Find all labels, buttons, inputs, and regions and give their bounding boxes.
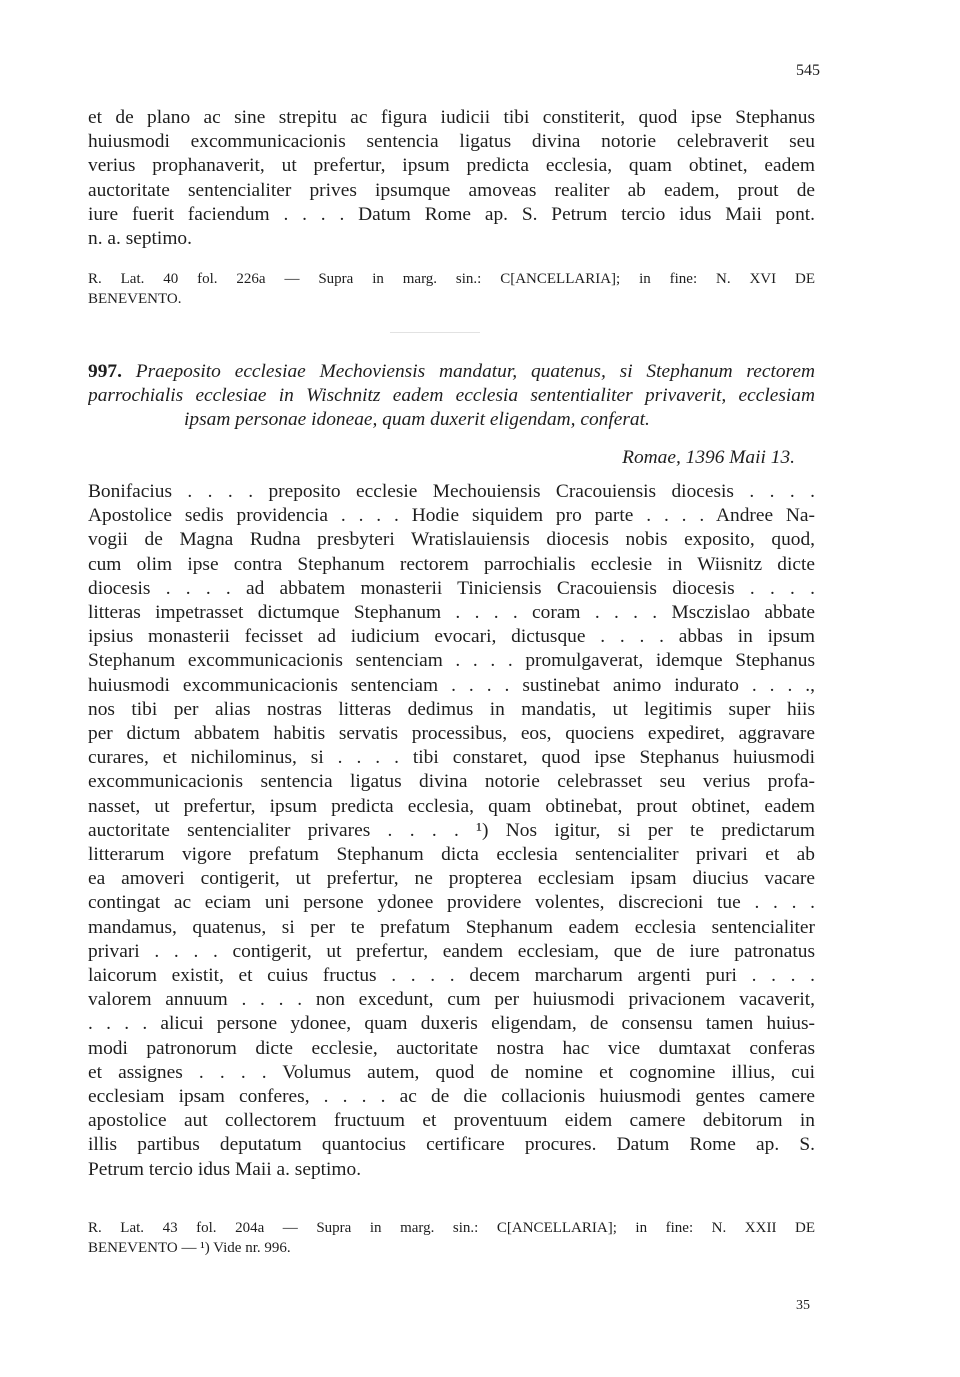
text-line: auctoritate sentencialiter prives ipsumque amoveas realiter ab eadem, prout de (88, 179, 815, 201)
text-line: n. a. septimo. (88, 228, 192, 250)
reference-line: BENEVENTO — ¹) Vide nr. 996. (88, 1240, 291, 1256)
entry-heading-line: parrochialis ecclesiae in Wischnitz eadem ecclesia sententialiter privaverit, ecclesiam (88, 385, 815, 406)
text-line: verius prophanaverit, ut prefertur, ipsum predicta ecclesia, quam obtinet, eadem (88, 155, 815, 177)
text-line: ipsius monasterii fecisset ad iudicium evocari, dictusque . . . . abbas in ipsum (88, 626, 815, 648)
text-line: valorem annuum . . . . non excedunt, cum per huiusmodi privacionem vacaverit, (88, 989, 815, 1011)
text-line: iure fuerit faciendum . . . . Datum Rome ap. S. Petrum tercio idus Maii pont. (88, 203, 815, 225)
text-line: diocesis . . . . ad abbatem monasterii Tiniciensis Cracouiensis diocesis . . . . (88, 577, 815, 599)
text-line: privari . . . . contigerit, ut prefertur, eandem ecclesiam, que de iure patronatus (88, 940, 815, 962)
text-line: laicorum existit, et cuius fructus . . . . decem marcharum argenti puri . . . . (88, 965, 815, 987)
page-number: 545 (796, 62, 820, 79)
text-line: ea amoveri contigerit, ut prefertur, ne propterea ecclesiam ipsam diucius vacare (88, 868, 815, 890)
separator-rule (390, 332, 480, 333)
text-line: huiusmodi excommunicacionis sentencia ligatus divina notorie celebraverit seu (88, 131, 815, 153)
text-line: litteras impetrasset dictumque Stephanum . . . . coram . . . . Msczislao abbate (88, 602, 815, 624)
continuation-text (88, 106, 815, 251)
text-line: contingat ac eciam uni persone ydonee providere volentes, discrecioni tue . . . . (88, 892, 815, 914)
text-line: cum olim ipse contra Stephanum rectorem parrochialis ecclesie in Wiisnitz dicte (88, 553, 815, 575)
text-line: nos tibi per alias nostras litteras dedimus in mandatis, ut legitimis super hiis (88, 698, 815, 720)
text-line: et de plano ac sine strepitu ac figura iudicii tibi constiterit, quod ipse Stephanus (88, 107, 815, 128)
text-line: litterarum vigore prefatum Stephanum dicta ecclesia sentencialiter privari et ab (88, 844, 815, 866)
entry-heading-line (88, 360, 815, 384)
dateline: Romae, 1396 Maii 13. (622, 447, 795, 468)
text-line: ecclesiam ipsam conferes, . . . . ac de die collacionis huiusmodi gentes camere (88, 1086, 815, 1108)
text-line: nasset, ut prefertur, ipsum predicta ecclesia, quam obtinebat, prout obtinet, eadem (88, 795, 815, 817)
text-line: modi patronorum dicte ecclesie, auctoritate nostra hac vice dumtaxat conferas (88, 1037, 815, 1059)
text-line: Apostolice sedis providencia . . . . Hodie siquidem pro parte . . . . Andree Na- (88, 505, 815, 527)
text-line: per dictum abbatem habitis servatis processibus, eos, quociens expediret, aggravare (88, 723, 815, 745)
entry-summary-text: Praeposito ecclesiae Mechoviensis mandatur, quatenus, si Stephanum rectorem (135, 361, 815, 382)
text-line: Bonifacius . . . . preposito ecclesie Mechouiensis Cracouiensis diocesis . . . . (88, 481, 815, 502)
text-line: . . . . alicui persone ydonee, quam duxeris eligendam, de consensu tamen huius- (88, 1013, 815, 1035)
text-line: vogii de Magna Rudna presbyteri Wratislauiensis diocesis nobis exposito, quod, (88, 529, 815, 551)
reference-line: R. Lat. 43 fol. 204a — Supra in marg. sin.: C[ANCELLARIA]; in fine: N. XXII DE (88, 1220, 815, 1236)
source-reference (88, 1218, 815, 1258)
text-line: curares, et nichilominus, si . . . . tibi constaret, quod ipse Stephanus huiusmodi (88, 747, 815, 769)
entry-heading-line: ipsam personae idoneae, quam duxerit eligendam, conferat. (184, 409, 650, 430)
text-line: huiusmodi excommunicacionis sentenciam . . . . sustinebat animo indurato . . . ., (88, 674, 815, 696)
text-line: Petrum tercio idus Maii a. septimo. (88, 1158, 362, 1180)
text-line: et assignes . . . . Volumus autem, quod de nomine et cognomine illius, cui (88, 1061, 815, 1083)
text-line: mandamus, quatenus, si per te prefatum Stephanum eadem ecclesia sentencialiter (88, 916, 815, 938)
entry-heading (88, 360, 815, 432)
reference-line: BENEVENTO. (88, 291, 182, 307)
text-line: auctoritate sentencialiter privares . . . . ¹) Nos igitur, si per te predictarum (88, 819, 815, 841)
letter-text (88, 480, 815, 1182)
source-reference (88, 269, 815, 309)
text-line: Stephanum excommunicacionis sentenciam . . . . promulgaverat, idemque Stephanus (88, 650, 815, 672)
text-line: apostolice aut collectorem fructuum et proventuum eidem camere debitorum in (88, 1110, 815, 1132)
text-line: illis partibus deputatum quantocius certificare procures. Datum Rome ap. S. (88, 1134, 815, 1156)
signature-mark: 35 (796, 1298, 810, 1313)
entry-number: 997. (88, 361, 122, 382)
reference-line: R. Lat. 40 fol. 226a — Supra in marg. sin.: C[ANCELLARIA]; in fine: N. XVI DE (88, 271, 815, 287)
text-line: excommunicacionis sentencia ligatus divina notorie celebrasset seu verius profa- (88, 771, 815, 793)
